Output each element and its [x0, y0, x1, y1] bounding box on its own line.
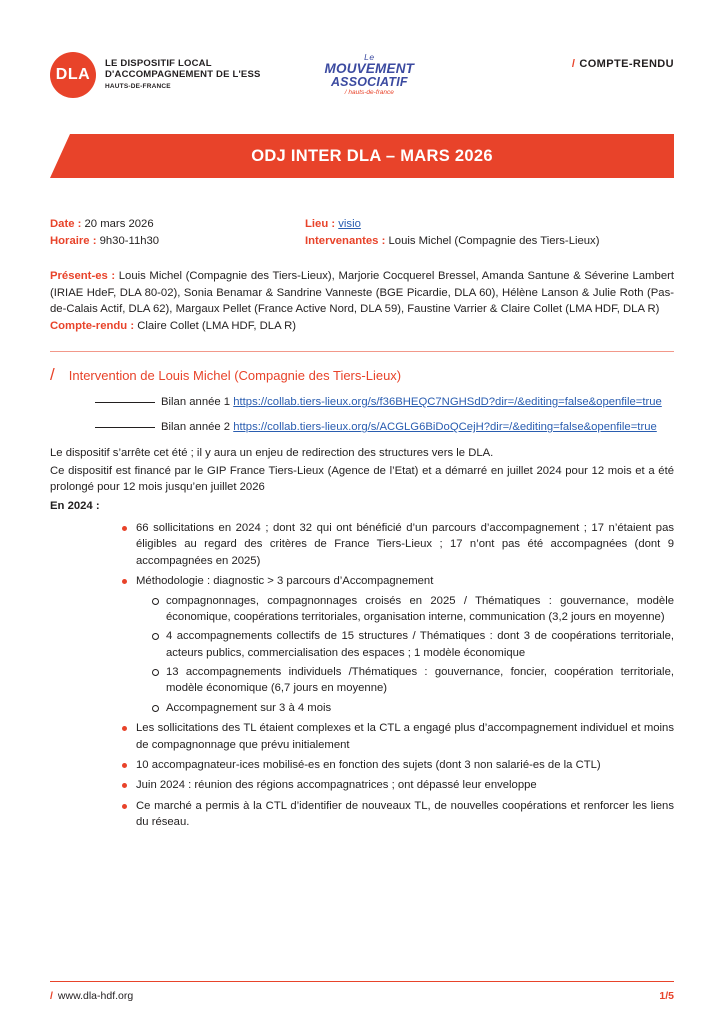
mouvement-associatif-logo: [325, 53, 415, 97]
section-divider: [50, 351, 674, 352]
compte-rendu-row: [50, 318, 674, 335]
meta-column-right: [305, 216, 674, 250]
participants-block: [50, 268, 674, 335]
meta-lieu-label: Lieu :: [305, 218, 336, 230]
meta-intervenantes-label: Intervenantes :: [305, 234, 386, 247]
footer-website[interactable]: [50, 990, 133, 1002]
list-item: [136, 798, 674, 831]
paragraph-1: Le dispositif s’arrête cet été ; il y aura un enjeu de redirection des structures vers le DLA.: [50, 446, 494, 459]
footer-website-text: www.dla-hdf.org: [57, 990, 134, 1002]
leader-rule: [95, 402, 155, 403]
page-footer: [50, 981, 674, 1002]
ma-logo-line2: MOUVEMENT: [324, 60, 415, 76]
meta-intervenantes-value: Louis Michel (Compagnie des Tiers-Lieux): [385, 234, 600, 247]
list-item: [136, 777, 674, 793]
bilan-1-link[interactable]: https://collab.tiers-lieux.org/s/f36BHEQC7NGHSdD?dir=/&editing=false&openfile=true: [233, 395, 662, 408]
meta-column-left: [50, 216, 305, 250]
meta-horaire-label: Horaire :: [50, 234, 97, 247]
dla-badge-icon: DLA: [50, 52, 96, 98]
leader-rule: [95, 427, 155, 428]
ma-logo-line1: Le: [364, 52, 375, 63]
ma-logo-line3: ASSOCIATIF: [330, 74, 408, 89]
list-item: [166, 593, 674, 626]
subheading-en-2024: En 2024 :: [50, 499, 100, 512]
list-item-text: 10 accompagnateur-ices mobilisé-es en fonction des sujets (dont 3 non salarié-es de la CTL): [136, 758, 601, 771]
dla-logo-line1: LE DISPOSITIF LOCAL: [105, 58, 212, 70]
presents-row: [50, 268, 674, 318]
document-type-label: [572, 58, 674, 70]
list-item-text: Méthodologie : diagnostic > 3 parcours d’Accompagnement: [136, 575, 434, 588]
presents-value: Louis Michel (Compagnie des Tiers-Lieux), Marjorie Cocquerel Bressel, Amanda Santune & Séverine Lambert (IRIAE HdeF, DLA 80-02), Sonia Benamar & Sandrine Vanneste (BGE Picardie, DLA 60), Hélène Lanson & Julie Roth (Pas-de-Calais Actif, DLA 62), Margaux Pellet (France Active Nord, DLA 59), Faustine Varrier & Claire Collet (LMA HDF, DLA R): [50, 269, 674, 316]
dla-logo-line3: HAUTS-DE-FRANCE: [105, 83, 171, 91]
slash-mark-icon: /: [571, 58, 576, 70]
list-item-text: Les sollicitations des TL étaient complexes et la CTL a engagé plus d’accompagnement individuel et moins de compagnonnage que prévu initialement: [136, 722, 674, 751]
list-item-text: compagnonnages, compagnonnages croisés en 2025 / Thématiques : gouvernance, modèle économique, coopérations territoriales, organisation interne, communication (3,2 jours en moyenne): [166, 594, 674, 623]
compte-rendu-label: Compte-rendu :: [50, 320, 135, 333]
dla-logo-line2: D'ACCOMPAGNEMENT DE L'ESS: [105, 69, 261, 81]
document-type-text: COMPTE-RENDU: [579, 58, 674, 70]
list-item: [166, 664, 674, 697]
meta-lieu-row: [305, 216, 674, 233]
meeting-meta: [50, 216, 674, 250]
bullet-list-level2: [136, 593, 674, 717]
list-item-text: 13 accompagnements individuels /Thématiques : gouvernance, foncier, coopération territoriale, modèle économique (6,7 jours en moyenne): [166, 666, 674, 695]
bilan-1-label: Bilan année 1: [161, 395, 234, 408]
meta-horaire-value: 9h30-11h30: [96, 234, 160, 247]
page-number: [659, 990, 674, 1002]
section-heading: [50, 365, 674, 385]
list-item: [166, 700, 674, 716]
document-header: [50, 0, 674, 110]
list-item-text: 66 sollicitations en 2024 ; dont 32 qui ont bénéficié d’un parcours d’accompagnement ; 17 n’étaient pas éligibles au regard des critères de France Tiers-Lieux ; 17 n’ont pas été accompagnées (dont 9 accompagnées en 2025): [136, 522, 674, 567]
list-item: [136, 757, 674, 773]
list-item: [136, 720, 674, 753]
list-item-text: Accompagnement sur 3 à 4 mois: [166, 701, 332, 714]
bilan-1-item: [50, 394, 674, 410]
dla-logo-text: [105, 59, 261, 90]
section-heading-text: Intervention de Louis Michel (Compagnie des Tiers-Lieux): [68, 367, 402, 383]
page-number-current: 1: [659, 990, 666, 1002]
bilan-2-label: Bilan année 2: [161, 421, 234, 434]
bullet-list-level1: [50, 520, 674, 830]
dla-logo: [50, 52, 261, 98]
meta-lieu-link[interactable]: visio: [338, 218, 361, 230]
list-item-text: Ce marché a permis à la CTL d’identifier de nouveaux TL, de nouvelles coopérations et renforcer les liens du réseau.: [136, 799, 674, 828]
list-item: [136, 520, 674, 569]
meta-horaire-row: [50, 233, 305, 250]
meta-date-label: Date :: [50, 218, 82, 230]
list-item-text: Juin 2024 : réunion des régions accompagnatrices ; ont dépassé leur enveloppe: [136, 779, 537, 792]
meta-date-row: [50, 216, 305, 233]
page-number-total: /5: [665, 990, 674, 1002]
presents-label: Présent-es :: [50, 269, 116, 282]
list-item-text: 4 accompagnements collectifs de 15 structures / Thématiques : dont 3 de coopérations territoriale, acteurs publics, commercialisation des espaces ; 1 modèle économique: [166, 630, 674, 659]
slash-mark-icon: /: [50, 364, 55, 384]
bilan-2-item: [50, 419, 674, 435]
paragraph-2: Ce dispositif est financé par le GIP France Tiers-Lieux (Agence de l’Etat) et a démarré en juillet 2024 pour 12 mois et a été prolongé pour 12 mois jusqu’en juillet 2026: [50, 464, 674, 494]
bilan-2-link[interactable]: https://collab.tiers-lieux.org/s/ACGLG6BiDoQCejH?dir=/&editing=false&openfile=true: [233, 421, 657, 434]
slash-mark-icon: /: [50, 990, 53, 1002]
logo-group: [50, 52, 414, 98]
meta-intervenantes-row: [305, 233, 674, 250]
list-item: [166, 628, 674, 661]
list-item: [136, 573, 674, 716]
page-title: ODJ INTER DLA – MARS 2026: [70, 134, 674, 178]
meta-date-value: 20 mars 2026: [81, 218, 154, 230]
ma-logo-line4: / hauts-de-france: [344, 89, 394, 97]
compte-rendu-value: Claire Collet (LMA HDF, DLA R): [134, 320, 297, 333]
